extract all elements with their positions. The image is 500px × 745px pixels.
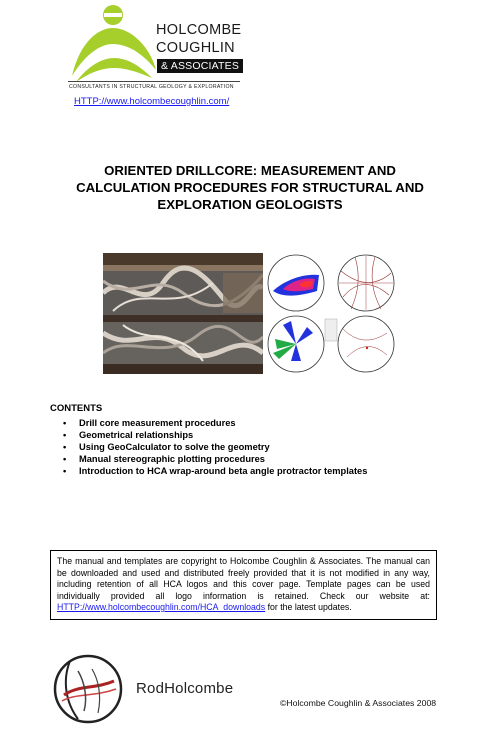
contents-item: • Using GeoCalculator to solve the geometry xyxy=(55,441,367,453)
author-name: RodHolcombe xyxy=(136,680,234,697)
contents-heading: CONTENTS xyxy=(50,403,103,414)
notice-text-end: for the latest updates. xyxy=(265,602,352,612)
contents-item: • Geometrical relationships xyxy=(55,429,367,441)
logo-divider xyxy=(68,81,240,82)
copyright-notice xyxy=(50,550,437,620)
contents-item: • Drill core measurement procedures xyxy=(55,417,367,429)
stereonet-plots xyxy=(263,253,403,374)
title-line-3: EXPLORATION GEOLOGISTS xyxy=(157,197,343,212)
document-title xyxy=(20,162,480,213)
drillcore-photo xyxy=(103,253,263,374)
company-name-line2: COUGHLIN xyxy=(156,40,235,56)
company-name-line1: HOLCOMBE xyxy=(156,22,242,38)
title-line-2: CALCULATION PROCEDURES FOR STRUCTURAL AND xyxy=(76,180,424,195)
notice-text: The manual and templates are copyright to Holcombe Coughlin & Associates. The manual can be downloaded and used and distributed freely provided that it is not modified in any way, including retention of all HCA logos and this cover page. Template pages can be used individually provided all logo information is retained. Check our website at: xyxy=(57,556,430,601)
title-line-1: ORIENTED DRILLCORE: MEASUREMENT AND xyxy=(104,163,396,178)
contents-item: • Manual stereographic plotting procedures xyxy=(55,453,367,465)
footer-copyright: ©Holcombe Coughlin & Associates 2008 xyxy=(280,698,437,708)
author-logo-icon xyxy=(48,651,128,727)
company-tagline: CONSULTANTS IN STRUCTURAL GEOLOGY & EXPLORATION xyxy=(69,84,234,90)
hca-logo-icon xyxy=(68,2,158,84)
downloads-link[interactable]: HTTP://www.holcombecoughlin.com/HCA_downloads xyxy=(57,602,266,612)
company-name-line3: & ASSOCIATES xyxy=(157,59,243,73)
website-link[interactable]: HTTP://www.holcombecoughlin.com/ xyxy=(74,96,230,107)
contents-list xyxy=(55,417,367,477)
contents-item: • Introduction to HCA wrap-around beta angle protractor templates xyxy=(55,465,367,477)
